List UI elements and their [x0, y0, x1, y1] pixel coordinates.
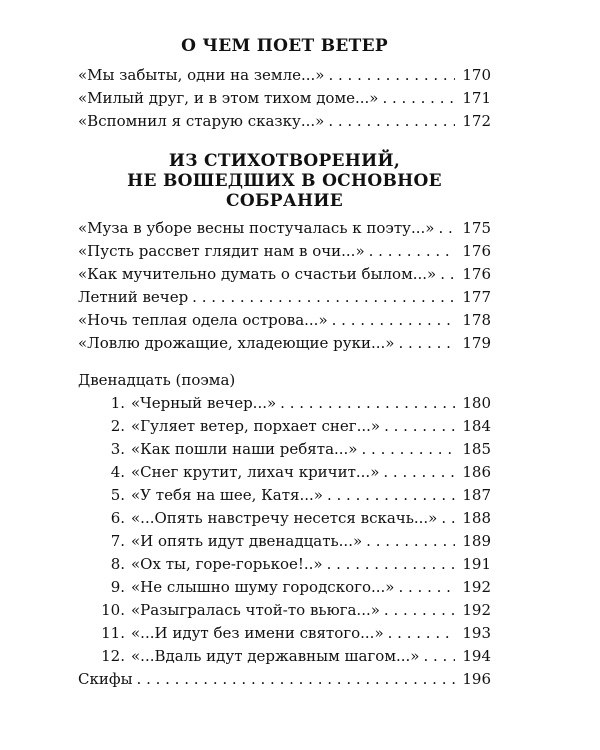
- entry-page: 170: [462, 66, 491, 84]
- entry-title: «У тебя на шее, Катя...»: [131, 486, 323, 504]
- entry-page: 185: [462, 440, 491, 458]
- entry-title: «Разыгралась чтой-то вьюга...»: [131, 601, 380, 619]
- poem-part-entry[interactable]: [78, 484, 491, 507]
- entry-title: «Пусть рассвет глядит нам в очи...»: [78, 242, 365, 260]
- dot-leader: [384, 599, 455, 622]
- entry-page: 194: [462, 647, 491, 665]
- dot-leader: [383, 461, 455, 484]
- entry-page: 172: [462, 112, 491, 130]
- toc-entry[interactable]: [78, 240, 491, 263]
- part-number: 11.: [101, 624, 125, 642]
- entry-title: «Милый друг, и в этом тихом доме...»: [78, 89, 379, 107]
- poem-part-entry[interactable]: [78, 507, 491, 530]
- entry-title: «Ох ты, горе-горькое!..»: [131, 555, 323, 573]
- dot-leader: [388, 622, 455, 645]
- entry-page: 176: [462, 265, 491, 283]
- section1-list: [78, 64, 491, 133]
- entry-page: 191: [462, 555, 491, 573]
- entry-title: «Ночь теплая одела острова...»: [78, 311, 328, 329]
- toc-entry[interactable]: [78, 110, 491, 133]
- part-number: 5.: [110, 486, 125, 504]
- section-heading-line1: ИЗ СТИХОТВОРЕНИЙ,: [168, 151, 401, 171]
- part-number: 6.: [110, 509, 125, 527]
- entry-title: «Муза в уборе весны постучалась к поэту...»: [78, 219, 435, 237]
- dot-leader: [192, 286, 455, 309]
- toc-entry[interactable]: [78, 332, 491, 355]
- dot-leader: [398, 332, 455, 355]
- entry-title: «...И идут без имени святого...»: [131, 624, 384, 642]
- dot-leader: [328, 110, 455, 133]
- entry-title: Летний вечер: [78, 288, 189, 306]
- dot-leader: [441, 507, 455, 530]
- section-heading-line2: НЕ ВОШЕДШИХ В ОСНОВНОЕ СОБРАНИЕ: [127, 171, 442, 211]
- part-number: 3.: [110, 440, 125, 458]
- entry-title: «Как пошли наши ребята...»: [131, 440, 358, 458]
- dot-leader: [137, 668, 455, 691]
- entry-title: «Как мучительно думать о счастьи былом...»: [78, 265, 437, 283]
- toc-entry[interactable]: [78, 217, 491, 240]
- table-of-contents: [78, 30, 491, 691]
- poem-part-entry[interactable]: [78, 461, 491, 484]
- poem-part-entry[interactable]: [78, 438, 491, 461]
- poem-parts-list: [78, 392, 491, 668]
- poem-part-entry[interactable]: [78, 530, 491, 553]
- entry-page: 178: [462, 311, 491, 329]
- entry-page: 171: [462, 89, 491, 107]
- entry-page: 186: [462, 463, 491, 481]
- poem-part-entry[interactable]: [78, 622, 491, 645]
- dot-leader: [362, 438, 456, 461]
- dot-leader: [440, 263, 455, 286]
- dot-leader: [398, 576, 455, 599]
- part-number: 1.: [110, 394, 125, 412]
- section2-list: [78, 217, 491, 355]
- dot-leader: [332, 309, 455, 332]
- entry-page: 187: [462, 486, 491, 504]
- part-number: 4.: [110, 463, 125, 481]
- entry-page: 180: [462, 394, 491, 412]
- entry-title: «Не слышно шуму городского...»: [131, 578, 395, 596]
- entry-page: 192: [462, 601, 491, 619]
- toc-entry[interactable]: [78, 309, 491, 332]
- toc-entry[interactable]: [78, 263, 491, 286]
- poem-part-entry[interactable]: [78, 553, 491, 576]
- entry-page: 192: [462, 578, 491, 596]
- part-number: 8.: [110, 555, 125, 573]
- part-number: 2.: [110, 417, 125, 435]
- entry-page: 177: [462, 288, 491, 306]
- entry-title: «Черный вечер...»: [131, 394, 277, 412]
- poem-part-entry[interactable]: [78, 415, 491, 438]
- dot-leader: [280, 392, 455, 415]
- entry-page: 189: [462, 532, 491, 550]
- section-heading-o-chem-poet-veter: О ЧЕМ ПОЕТ ВЕТЕР: [181, 36, 388, 56]
- toc-entry[interactable]: [78, 286, 491, 309]
- entry-page: 184: [462, 417, 491, 435]
- part-number: 10.: [101, 601, 125, 619]
- part-number: 12.: [101, 647, 125, 665]
- entry-title: «И опять идут двенадцать...»: [131, 532, 363, 550]
- entry-title: Скифы: [78, 670, 133, 688]
- poem-label[interactable]: Двенадцать (поэма): [78, 371, 236, 389]
- part-number: 9.: [110, 578, 125, 596]
- entry-title: «Снег крутит, лихач кричит...»: [131, 463, 380, 481]
- entry-title: «Ловлю дрожащие, хладеющие руки...»: [78, 334, 395, 352]
- toc-entry-skify[interactable]: [78, 668, 491, 691]
- dot-leader: [366, 530, 455, 553]
- part-number: 7.: [110, 532, 125, 550]
- dot-leader: [328, 64, 455, 87]
- entry-title: «Мы забыты, одни на земле...»: [78, 66, 325, 84]
- entry-title: «...Вдаль идут державным шагом...»: [131, 647, 420, 665]
- entry-page: 188: [462, 509, 491, 527]
- poem-part-entry[interactable]: [78, 392, 491, 415]
- entry-page: 175: [462, 219, 491, 237]
- entry-page: 196: [462, 670, 491, 688]
- dot-leader: [327, 484, 455, 507]
- entry-page: 193: [462, 624, 491, 642]
- dot-leader: [327, 553, 455, 576]
- entry-title: «...Опять навстречу несется вскачь...»: [131, 509, 438, 527]
- poem-part-entry[interactable]: [78, 576, 491, 599]
- dot-leader: [369, 240, 455, 263]
- entry-page: 179: [462, 334, 491, 352]
- toc-entry[interactable]: [78, 64, 491, 87]
- dot-leader: [438, 217, 455, 240]
- poem-part-entry[interactable]: [78, 599, 491, 622]
- dot-leader: [384, 415, 455, 438]
- toc-entry[interactable]: [78, 87, 491, 110]
- dot-leader: [423, 645, 455, 668]
- poem-part-entry[interactable]: [78, 645, 491, 668]
- dot-leader: [382, 87, 455, 110]
- entry-title: «Гуляет ветер, порхает снег...»: [131, 417, 381, 435]
- entry-title: «Вспомнил я старую сказку...»: [78, 112, 325, 130]
- entry-page: 176: [462, 242, 491, 260]
